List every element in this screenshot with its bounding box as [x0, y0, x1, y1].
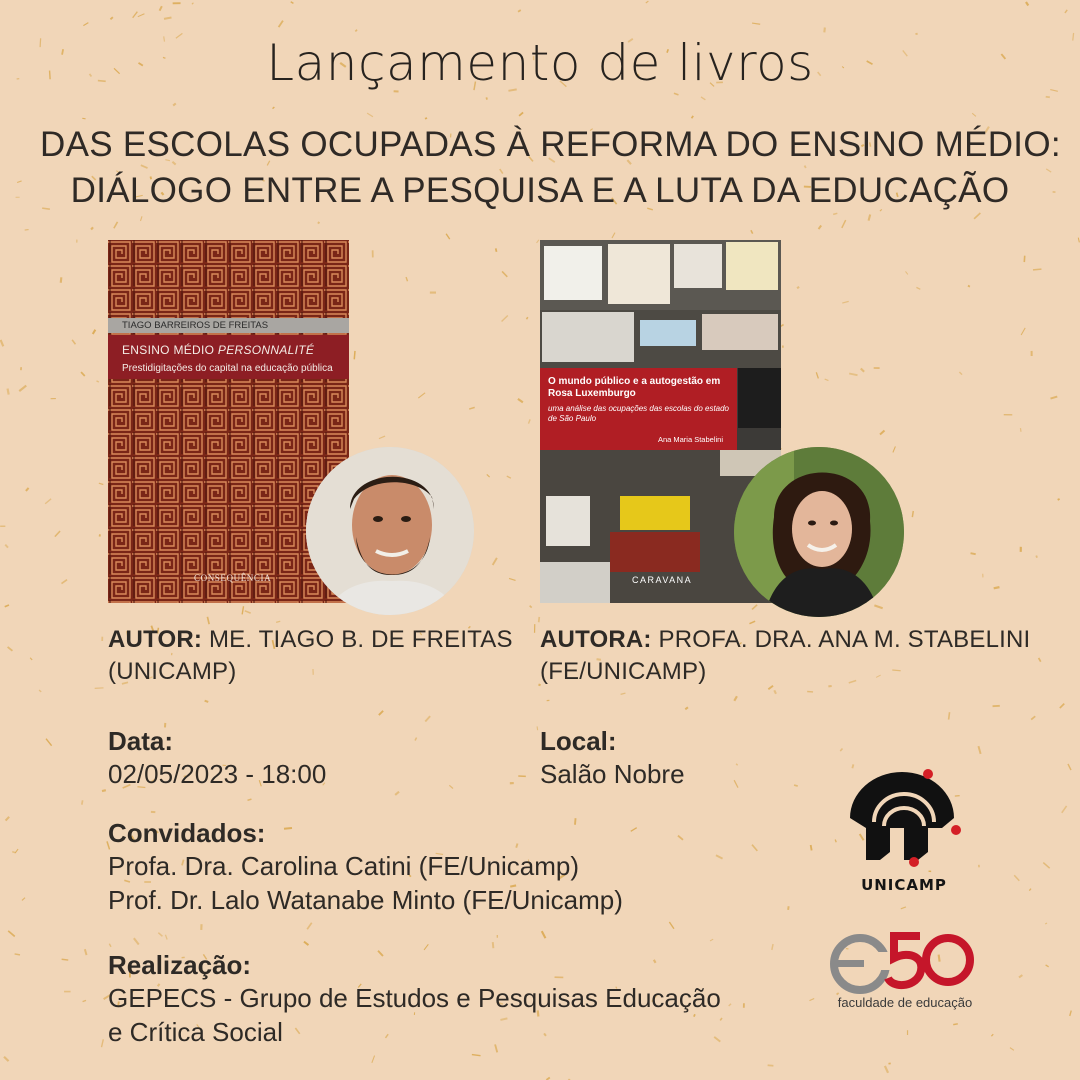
speckle	[968, 286, 970, 287]
speckle	[279, 21, 283, 28]
speckle	[1058, 499, 1060, 500]
speckle	[82, 800, 83, 804]
speckle	[486, 97, 487, 99]
guests-block	[108, 818, 788, 917]
speckle	[794, 785, 798, 786]
speckle	[1, 340, 4, 346]
cover-author-band: TIAGO BARREIROS DE FREITAS	[108, 318, 349, 333]
speckle	[304, 942, 309, 945]
cover-title-plain: ENSINO MÉDIO	[122, 343, 218, 357]
speckle	[1014, 875, 1019, 880]
speckle	[8, 931, 15, 937]
speckle	[5, 605, 9, 607]
speckle	[61, 277, 62, 282]
speckle	[102, 790, 106, 791]
organizer-block	[108, 950, 808, 1049]
speckle	[493, 942, 494, 948]
speckle	[354, 351, 355, 359]
speckle	[953, 1024, 958, 1025]
organizer-line-1: GEPECS - Grupo de Estudos e Pesquisas Educação	[108, 983, 721, 1013]
speckle	[734, 696, 737, 701]
organizer-label: Realização:	[108, 950, 252, 980]
speckle	[869, 215, 871, 221]
speckle	[291, 2, 294, 4]
speckle	[46, 739, 52, 746]
speckle	[17, 181, 21, 183]
author-2-affiliation: (FE/UNICAMP)	[540, 658, 707, 685]
speckle	[355, 30, 357, 32]
cover-title-italic: PERSONNALITÉ	[217, 343, 315, 357]
speckle	[160, 6, 162, 11]
speckle	[72, 340, 75, 344]
speckle	[192, 3, 193, 4]
speckle	[621, 693, 626, 694]
speckle	[710, 939, 713, 941]
cover-title-band	[540, 368, 737, 450]
speckle	[1070, 1011, 1072, 1016]
unicamp-logo	[846, 768, 962, 868]
cover-title: O mundo público e a autogestão em Rosa Luxemburgo	[548, 376, 721, 399]
speckle	[692, 116, 694, 118]
speckle	[273, 107, 275, 109]
event-subtitle	[40, 122, 1061, 214]
speckle	[1046, 169, 1051, 172]
date-label: Data:	[108, 726, 174, 756]
speckle	[496, 248, 497, 251]
speckle	[97, 381, 99, 382]
speckle	[30, 658, 32, 660]
speckle	[701, 97, 705, 100]
speckle	[26, 488, 29, 491]
speckle	[685, 707, 688, 709]
speckle	[842, 220, 846, 228]
author-1-name: ME. TIAGO B. DE FREITAS	[202, 626, 513, 653]
date-block	[108, 726, 326, 791]
speckle	[797, 287, 799, 288]
speckle	[905, 271, 907, 274]
speckle	[519, 112, 523, 115]
speckle	[276, 621, 280, 622]
speckle	[612, 233, 615, 238]
cover-publisher: CONSEQUÊNCIA	[194, 573, 272, 583]
speckle	[379, 711, 383, 715]
speckle	[62, 959, 69, 960]
speckle	[752, 23, 760, 24]
speckle	[15, 954, 20, 955]
speckle	[449, 785, 453, 788]
speckle	[825, 379, 829, 381]
speckle	[840, 748, 842, 751]
speckle	[537, 726, 538, 730]
speckle	[751, 230, 753, 233]
speckle	[1019, 975, 1022, 977]
speckle	[1050, 397, 1057, 399]
speckle	[1043, 863, 1049, 869]
speckle	[469, 407, 475, 409]
speckle	[134, 938, 139, 944]
subtitle-line-1: DAS ESCOLAS OCUPADAS À REFORMA DO ENSINO MÉDIO:	[40, 125, 1061, 164]
speckle	[82, 118, 85, 119]
speckle	[991, 1034, 993, 1036]
speckle	[994, 587, 1000, 588]
speckle	[736, 764, 738, 765]
speckle	[12, 852, 15, 853]
speckle	[425, 118, 427, 119]
speckle	[1065, 10, 1067, 13]
speckle	[379, 436, 385, 439]
speckle	[518, 399, 523, 402]
speckle	[912, 511, 913, 517]
speckle	[242, 606, 243, 614]
speckle	[1046, 965, 1049, 967]
cover-author: Ana Maria Stabelini	[657, 435, 723, 444]
author-photo-ana	[734, 447, 904, 617]
speckle	[85, 949, 87, 955]
author-photo-tiago	[306, 447, 474, 615]
speckle	[6, 817, 10, 821]
speckle	[539, 617, 540, 622]
speckle	[1010, 1048, 1014, 1051]
speckle	[1036, 556, 1037, 558]
author-1-line	[108, 624, 528, 656]
speckle	[1046, 97, 1050, 98]
speckle	[446, 234, 450, 239]
speckle	[133, 12, 138, 18]
fe-logo	[830, 930, 980, 994]
speckle	[530, 606, 532, 608]
speckle	[39, 690, 41, 692]
speckle	[415, 738, 417, 741]
speckle	[99, 483, 103, 484]
speckle	[493, 558, 497, 565]
speckle	[809, 999, 814, 1001]
speckle	[418, 393, 425, 398]
speckle	[646, 1, 649, 3]
speckle	[247, 799, 251, 800]
speckle	[395, 792, 399, 795]
speckle	[502, 271, 507, 276]
speckle	[835, 840, 836, 843]
speckle	[916, 287, 920, 289]
speckle	[138, 14, 145, 17]
speckle	[487, 474, 490, 477]
event-title: Lançamento de livros	[266, 34, 814, 92]
author-1-credit	[108, 624, 528, 688]
speckle	[811, 845, 812, 850]
speckle	[22, 898, 25, 901]
speckle	[1062, 806, 1067, 813]
speckle	[518, 10, 521, 12]
speckle	[972, 113, 976, 116]
fe50-mark-icon	[830, 930, 980, 994]
speckle	[8, 389, 9, 395]
guests-label: Convidados:	[108, 818, 266, 848]
cover-subtitle: uma análise das ocupações das escolas do estado de São Paulo	[548, 404, 730, 423]
speckle	[674, 93, 679, 95]
speckle	[173, 103, 176, 105]
speckle	[245, 611, 251, 613]
speckle	[55, 531, 60, 537]
date-value: 02/05/2023 - 18:00	[108, 759, 327, 789]
speckle	[83, 1000, 86, 1001]
speckle	[893, 446, 895, 452]
speckle	[367, 113, 373, 117]
speckle	[509, 578, 515, 580]
speckle	[1029, 889, 1031, 891]
speckle	[140, 216, 142, 221]
speckle	[849, 374, 857, 376]
speckle	[61, 580, 67, 584]
fe-caption: faculdade de educação	[837, 995, 973, 1010]
speckle	[91, 227, 93, 229]
speckle	[971, 553, 976, 554]
cover-title-band	[108, 335, 349, 379]
speckle	[842, 301, 848, 303]
organizer-line-2: e Crítica Social	[108, 1017, 283, 1047]
speckle	[114, 222, 118, 228]
speckle	[93, 330, 96, 334]
speckle	[372, 1056, 375, 1063]
speckle	[406, 277, 407, 281]
speckle	[819, 226, 822, 230]
speckle	[109, 944, 111, 947]
cover-subtitle: Prestidigitações do capital na educação pública	[122, 363, 333, 374]
speckle	[527, 317, 528, 319]
speckle	[15, 849, 18, 853]
speckle	[1045, 923, 1047, 924]
speckle	[537, 240, 539, 243]
speckle	[164, 17, 171, 18]
speckle	[824, 28, 825, 33]
speckle	[205, 701, 209, 702]
speckle	[19, 386, 26, 392]
speckle	[307, 923, 312, 929]
speckle	[425, 716, 430, 721]
subtitle-line-2: DIÁLOGO ENTRE A PESQUISA E A LUTA DA EDUCAÇÃO	[70, 171, 1010, 210]
speckle	[158, 933, 162, 937]
speckle	[1068, 764, 1071, 770]
speckle	[885, 1066, 888, 1073]
guest-item: Profa. Dra. Carolina Catini (FE/Unicamp)	[108, 851, 580, 881]
cover-title	[122, 343, 349, 357]
speckle	[472, 1055, 481, 1056]
speckle	[669, 922, 674, 929]
place-label: Local:	[540, 726, 617, 756]
speckle	[734, 780, 738, 787]
speckle	[1078, 238, 1079, 243]
speckle	[102, 1039, 104, 1047]
speckle	[110, 17, 112, 19]
author-2-label: AUTORA:	[540, 626, 652, 653]
speckle	[861, 368, 864, 371]
author-2-name: PROFA. DRA. ANA M. STABELINI	[651, 626, 1031, 653]
place-block	[540, 726, 685, 791]
author-1-label: AUTOR:	[108, 626, 203, 653]
author-2-credit	[540, 624, 1040, 688]
speckle	[165, 935, 167, 940]
speckle	[542, 931, 546, 938]
speckle	[959, 372, 962, 375]
unicamp-wordmark: UNICAMP	[861, 876, 947, 894]
speckle	[774, 690, 776, 694]
speckle	[752, 605, 757, 610]
unicamp-emblem-icon	[846, 768, 962, 868]
speckle	[45, 499, 51, 504]
place-value: Salão Nobre	[540, 759, 685, 789]
speckle	[1031, 716, 1035, 719]
author-1-affiliation: (UNICAMP)	[108, 658, 237, 685]
author-2-line	[540, 624, 1040, 656]
speckle	[880, 430, 884, 434]
speckle	[949, 712, 950, 719]
speckle	[5, 545, 8, 548]
speckle	[1021, 328, 1025, 335]
speckle	[318, 222, 319, 224]
speckle	[816, 372, 818, 378]
speckle	[81, 372, 85, 376]
speckle	[1020, 428, 1021, 432]
speckle	[528, 419, 530, 423]
speckle	[1060, 704, 1064, 708]
speckle	[901, 907, 906, 909]
speckle	[4, 1057, 9, 1061]
cover-publisher: CARAVANA	[632, 575, 693, 585]
guest-item: Prof. Dr. Lalo Watanabe Minto (FE/Unicamp)	[108, 885, 623, 915]
speckle	[8, 647, 13, 651]
speckle	[83, 23, 88, 26]
speckle	[1026, 2, 1028, 6]
speckle	[874, 605, 882, 608]
speckle	[507, 476, 511, 478]
speckle	[978, 746, 980, 754]
speckle	[1033, 269, 1041, 270]
speckle	[502, 315, 508, 321]
